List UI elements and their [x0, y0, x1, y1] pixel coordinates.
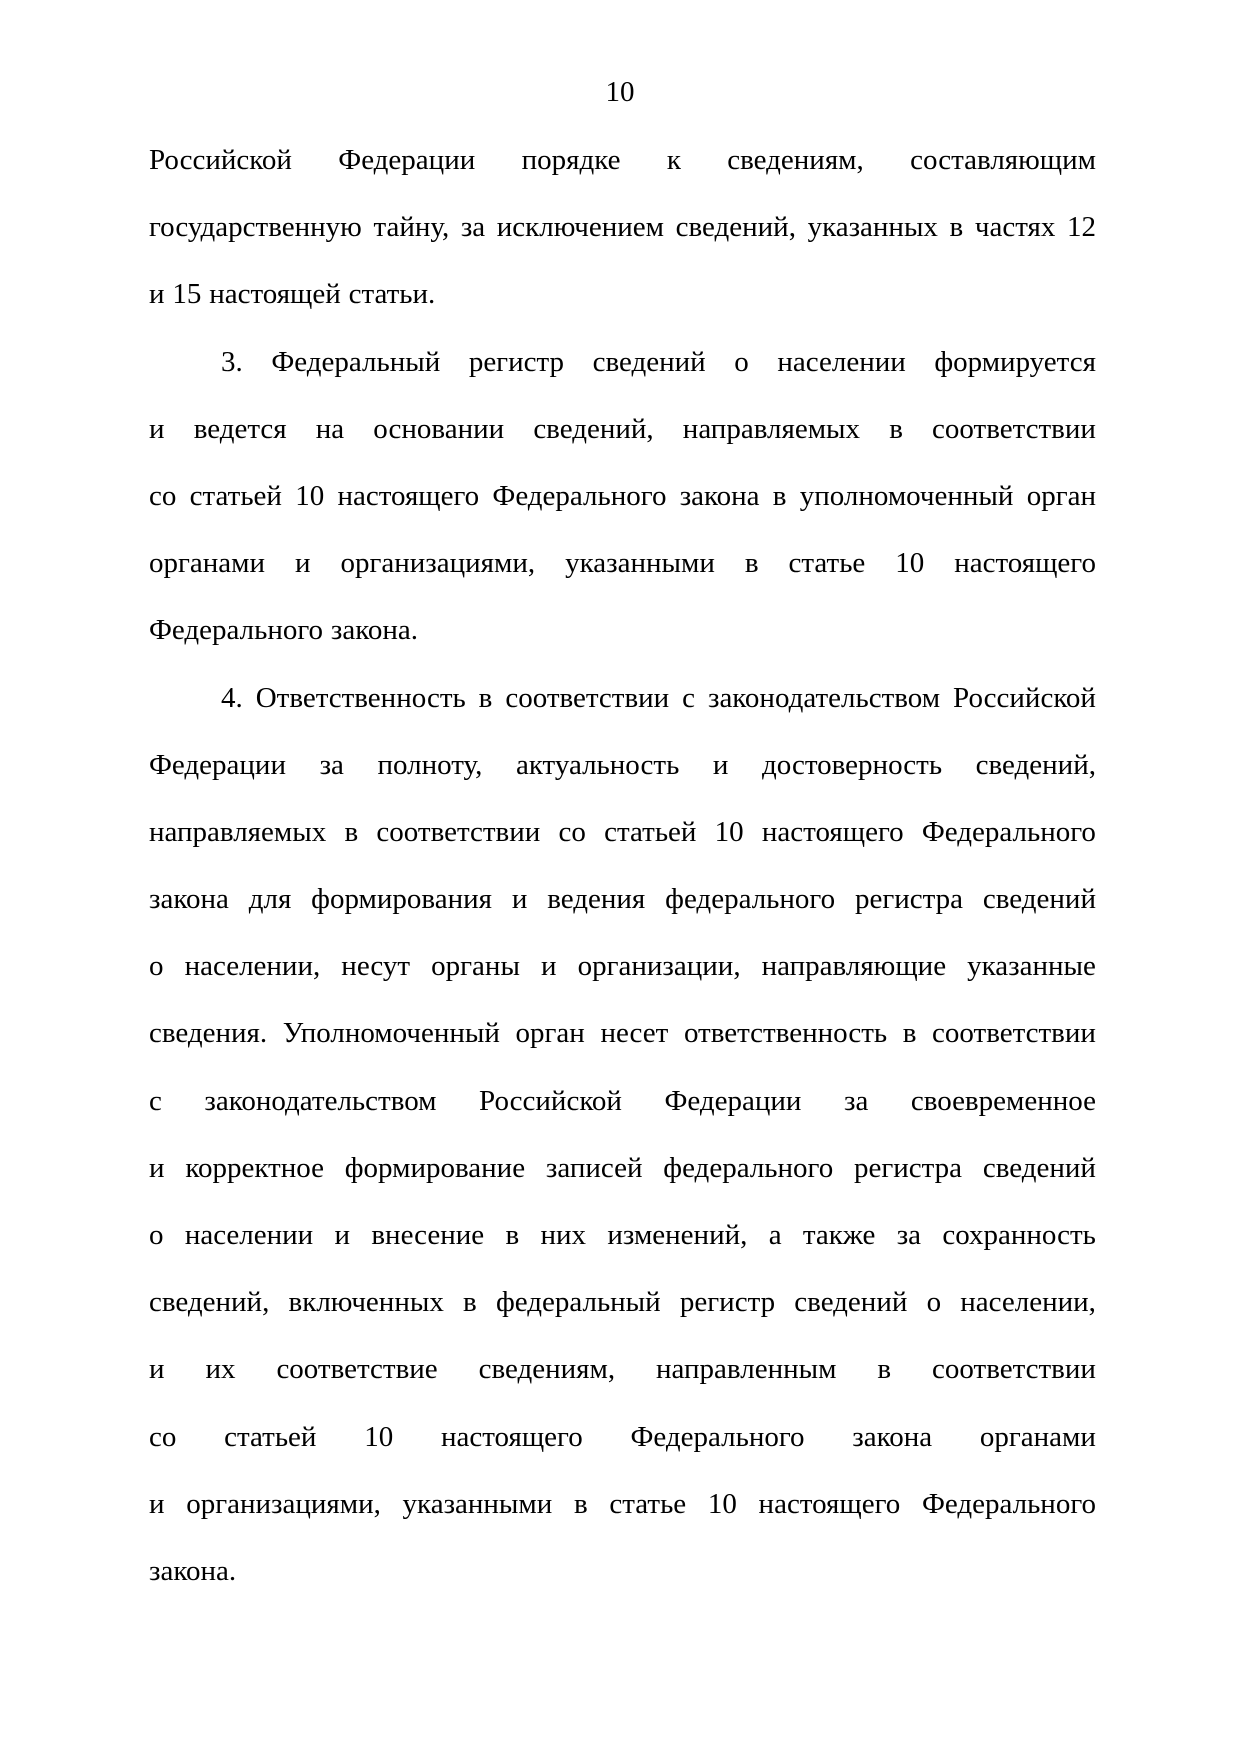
word: сведений	[794, 1286, 908, 1319]
word: направляемых	[149, 815, 327, 848]
text-line	[149, 812, 1096, 879]
word: соответствии	[932, 1017, 1096, 1050]
word: Федерального	[492, 479, 667, 512]
word: органами	[979, 1420, 1096, 1453]
word: указанные	[967, 950, 1096, 983]
text-line	[149, 274, 1096, 341]
word: Федерации	[149, 748, 286, 781]
text-line	[149, 1215, 1096, 1282]
word: организациями,	[186, 1487, 381, 1520]
page-number: 10	[605, 76, 635, 108]
text-line	[149, 1013, 1096, 1080]
word: Федерального	[149, 614, 324, 647]
word: и	[149, 1353, 165, 1386]
word: а	[768, 1219, 782, 1251]
word: соответствии	[505, 681, 670, 714]
word: указанными	[402, 1487, 553, 1520]
word: сведения.	[149, 1017, 268, 1050]
word: также	[802, 1219, 876, 1251]
word: соответствии	[376, 815, 541, 848]
word: и	[712, 748, 729, 781]
word: и	[334, 1219, 351, 1251]
word: о	[149, 1219, 164, 1251]
word: орган	[1026, 479, 1096, 512]
body-text	[149, 140, 1096, 1618]
word: указанных	[807, 211, 938, 244]
word: населении,	[960, 1286, 1096, 1319]
word: для	[248, 883, 292, 916]
word: к	[666, 144, 681, 176]
word: их	[205, 1353, 236, 1386]
word: составляющим	[910, 144, 1096, 176]
word: 12	[1066, 211, 1096, 244]
word: с	[149, 1084, 162, 1117]
word: регистр	[679, 1286, 776, 1319]
word: ответственность	[683, 1017, 888, 1050]
word: в	[344, 815, 359, 848]
word: в	[772, 479, 787, 512]
word: исключением	[496, 211, 665, 244]
word: 10	[714, 815, 744, 848]
word: формирования	[311, 883, 492, 916]
word: федерального	[665, 883, 836, 916]
word: федерального	[663, 1151, 834, 1184]
word: уполномоченный	[799, 479, 1014, 512]
word: статьей	[189, 479, 282, 512]
word: основании	[373, 412, 505, 445]
text-line	[149, 207, 1096, 274]
word: Уполномоченный	[282, 1017, 500, 1050]
word: порядке	[521, 144, 621, 176]
word: за	[460, 211, 486, 244]
word: в	[505, 1219, 520, 1251]
word: и	[149, 278, 165, 311]
word: несут	[341, 950, 411, 983]
word: включенных	[288, 1286, 444, 1319]
word: настоящего	[758, 1487, 901, 1520]
word: в	[949, 211, 964, 244]
text-line	[149, 1484, 1096, 1551]
word: в	[573, 1487, 588, 1520]
word: сведений	[982, 883, 1096, 916]
text-line	[149, 879, 1096, 946]
word: сведениям,	[727, 144, 864, 176]
word: статьи.	[348, 278, 436, 311]
text-line	[149, 1551, 1096, 1618]
word: орган	[515, 1017, 585, 1050]
paragraph-first-line	[149, 342, 1096, 409]
word: за	[319, 748, 344, 781]
word: 10	[707, 1487, 737, 1520]
word: 10	[295, 479, 325, 512]
word: настоящего	[337, 479, 480, 512]
word: населении	[184, 1219, 314, 1251]
word: ведется	[193, 412, 287, 445]
text-line	[149, 409, 1096, 476]
word: организациями,	[340, 547, 536, 580]
word: законодательством	[204, 1084, 437, 1117]
text-line	[149, 1282, 1096, 1349]
word: записей	[545, 1151, 643, 1184]
word: закона	[679, 479, 760, 512]
word: населении	[777, 345, 906, 378]
word: и	[149, 412, 165, 445]
word: настоящей	[209, 278, 341, 311]
word: настоящего	[761, 815, 904, 848]
word: государственную	[149, 211, 362, 244]
word: соответствии	[932, 412, 1096, 445]
word: регистра	[854, 883, 964, 916]
word: на	[315, 412, 345, 445]
word: статьей	[224, 1420, 317, 1453]
word: о	[149, 950, 164, 983]
word: соответствии	[932, 1353, 1096, 1386]
word: 4.	[221, 681, 243, 714]
word: статье	[788, 547, 866, 580]
word: со	[558, 815, 586, 848]
word: в	[889, 412, 903, 445]
word: сведений,	[149, 1286, 270, 1319]
word: направляемых	[682, 412, 861, 445]
word: в	[877, 1353, 892, 1386]
word: сохранность	[942, 1219, 1096, 1251]
word: несет	[600, 1017, 669, 1050]
word: направляющие	[761, 950, 947, 983]
word: закона	[852, 1420, 933, 1453]
word: Российской	[149, 144, 292, 176]
word: сведений,	[675, 211, 796, 244]
text-line	[149, 1148, 1096, 1215]
word: сведений	[592, 345, 706, 378]
word: 10	[364, 1420, 394, 1453]
word: законодательством	[707, 681, 941, 714]
word: сведений	[982, 1151, 1096, 1184]
word: 15	[172, 278, 202, 311]
word: и	[149, 1151, 165, 1184]
word: корректное	[185, 1151, 324, 1184]
word: закона.	[149, 1554, 237, 1587]
word: сведениям,	[478, 1353, 616, 1386]
text-line	[149, 610, 1096, 677]
word: закона	[149, 883, 229, 916]
word: изменений,	[607, 1219, 748, 1251]
word: и	[149, 1487, 165, 1520]
word: формируется	[934, 345, 1096, 378]
word: направленным	[656, 1353, 837, 1386]
word: федеральный	[495, 1286, 661, 1319]
text-line	[149, 1081, 1096, 1148]
word: формирование	[344, 1151, 526, 1184]
word: своевременное	[910, 1084, 1096, 1117]
word: Федеральный	[271, 345, 441, 378]
word: 3.	[221, 345, 243, 378]
word: настоящего	[954, 547, 1096, 580]
text-line	[149, 543, 1096, 610]
word: в	[478, 681, 493, 714]
word: внесение	[371, 1219, 485, 1251]
word: Ответственность	[255, 681, 466, 714]
word: 10	[895, 547, 925, 580]
word: в	[902, 1017, 917, 1050]
word: закона.	[330, 614, 418, 647]
word: с	[682, 681, 696, 714]
text-line	[149, 1417, 1096, 1484]
word: статье	[609, 1487, 687, 1520]
word: Федерального	[921, 1487, 1096, 1520]
word: органы	[431, 950, 520, 983]
word: тайну,	[373, 211, 450, 244]
word: статьей	[604, 815, 697, 848]
word: сведений,	[533, 412, 654, 445]
word: со	[149, 1420, 177, 1453]
text-line	[149, 140, 1096, 207]
word: актуальность	[515, 748, 680, 781]
word: регистр	[468, 345, 564, 378]
word: соответствие	[276, 1353, 438, 1386]
word: в	[744, 547, 759, 580]
word: за	[896, 1219, 922, 1251]
word: в	[463, 1286, 477, 1319]
word: и	[295, 547, 311, 580]
word: них	[540, 1219, 587, 1251]
text-line	[149, 946, 1096, 1013]
word: о	[926, 1286, 942, 1319]
word: Российской	[479, 1084, 622, 1117]
paragraph-first-line	[149, 678, 1096, 745]
text-line	[149, 1349, 1096, 1416]
word: частях	[974, 211, 1056, 244]
word: Федерального	[630, 1420, 805, 1453]
word: регистра	[854, 1151, 963, 1184]
word: Федерального	[921, 815, 1096, 848]
word: сведений,	[975, 748, 1096, 781]
word: о	[734, 345, 749, 378]
word: и	[541, 950, 557, 983]
word: и	[511, 883, 528, 916]
word: со	[149, 479, 177, 512]
word: указанными	[565, 547, 715, 580]
text-line	[149, 476, 1096, 543]
word: организации,	[577, 950, 741, 983]
word: Федерации	[664, 1084, 802, 1117]
word: органами	[149, 547, 266, 580]
word: достоверность	[762, 748, 943, 781]
word: ведения	[547, 883, 646, 916]
text-line	[149, 745, 1096, 812]
word: за	[843, 1084, 869, 1117]
word: населении,	[184, 950, 321, 983]
word: Федерации	[338, 144, 476, 176]
word: настоящего	[440, 1420, 583, 1453]
word: полноту,	[377, 748, 483, 781]
word: Российской	[953, 681, 1096, 714]
